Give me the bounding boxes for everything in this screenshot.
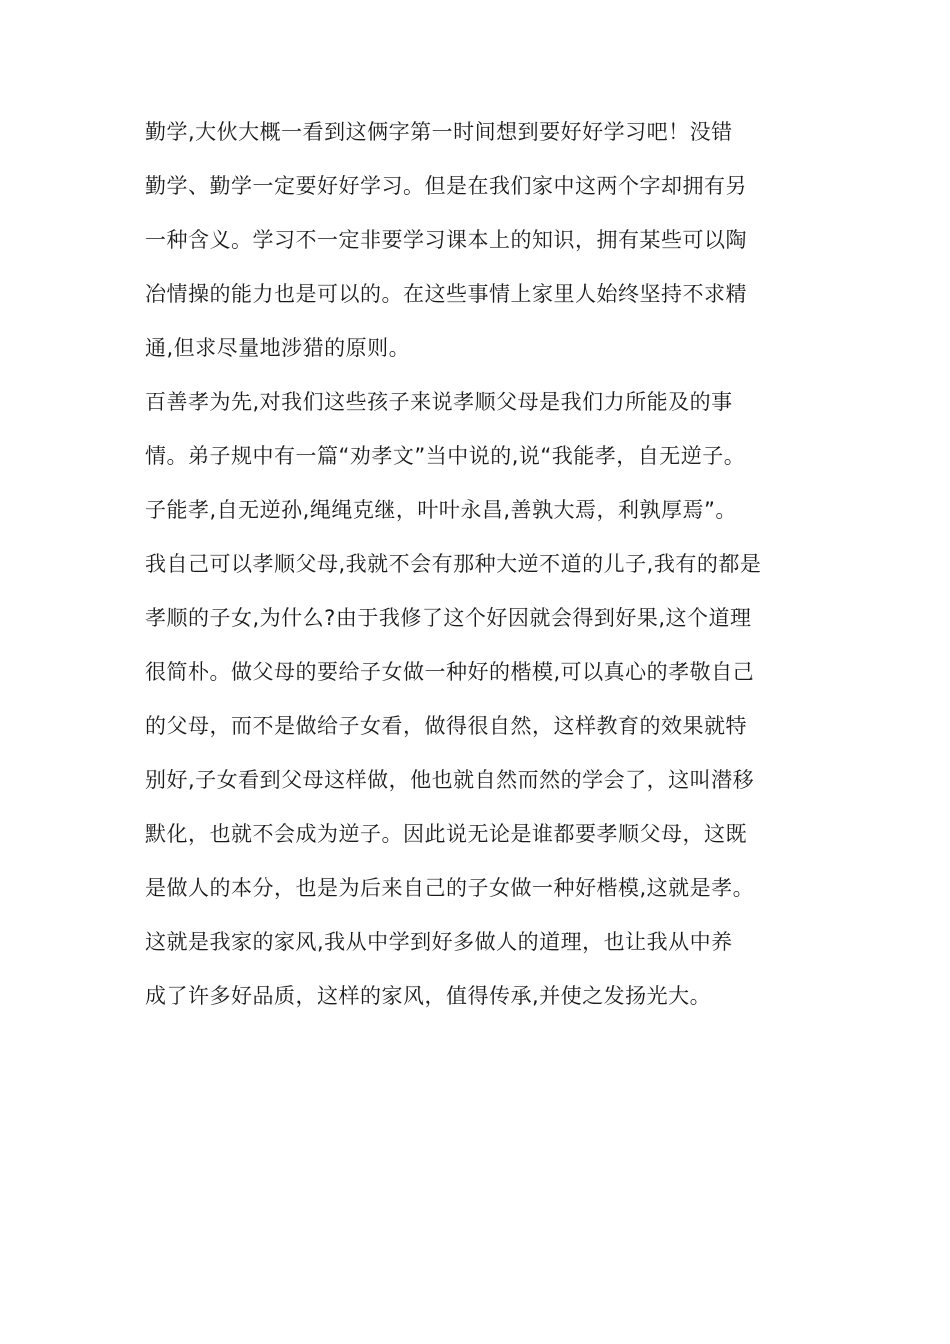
text-line: 别好,子女看到父母这样做，他也就自然而然的学会了，这叫潜移 (145, 768, 755, 792)
text-line: 的父母，而不是做给子女看，做得很自然，这样教育的效果就特 (145, 714, 747, 738)
document-body (145, 105, 805, 1023)
text-line: 孝顺的子女,为什么?由于我修了这个好因就会得到好果,这个道理 (145, 606, 752, 630)
text-line: 勤学,大伙大概一看到这俩字第一时间想到要好好学习吧！没错 (145, 120, 733, 144)
paragraph-conclusion (145, 915, 805, 1023)
text-line: 是做人的本分，也是为后来自己的子女做一种好楷模,这就是孝。 (145, 876, 755, 900)
paragraph-study (145, 105, 805, 375)
text-line: 情。弟子规中有一篇“劝孝文”当中说的,说“我能孝，自无逆子。 (145, 444, 746, 468)
text-line: 这就是我家的家风,我从中学到好多做人的道理，也让我从中养 (145, 930, 733, 954)
text-line: 勤学、勤学一定要好好学习。但是在我们家中这两个字却拥有另 (145, 174, 747, 198)
text-line: 成了许多好品质，这样的家风，值得传承,并使之发扬光大。 (145, 984, 712, 1008)
text-line: 一种含义。学习不一定非要学习课本上的知识，拥有某些可以陶 (145, 228, 747, 252)
text-line: 我自己可以孝顺父母,我就不会有那种大逆不道的儿子,我有的都是 (145, 552, 762, 576)
text-line: 冶情操的能力也是可以的。在这些事情上家里人始终坚持不求精 (145, 282, 747, 306)
text-line: 百善孝为先,对我们这些孩子来说孝顺父母是我们力所能及的事 (145, 390, 733, 414)
text-line: 默化，也就不会成为逆子。因此说无论是谁都要孝顺父母，这既 (145, 822, 747, 846)
text-line: 通,但求尽量地涉猎的原则。 (145, 336, 411, 360)
paragraph-filial-piety (145, 375, 805, 915)
text-line: 子能孝,自无逆孙,绳绳克继，叶叶永昌,善孰大焉，利孰厚焉”。 (145, 498, 737, 522)
text-line: 很简朴。做父母的要给子女做一种好的楷模,可以真心的孝敬自己 (145, 660, 755, 684)
